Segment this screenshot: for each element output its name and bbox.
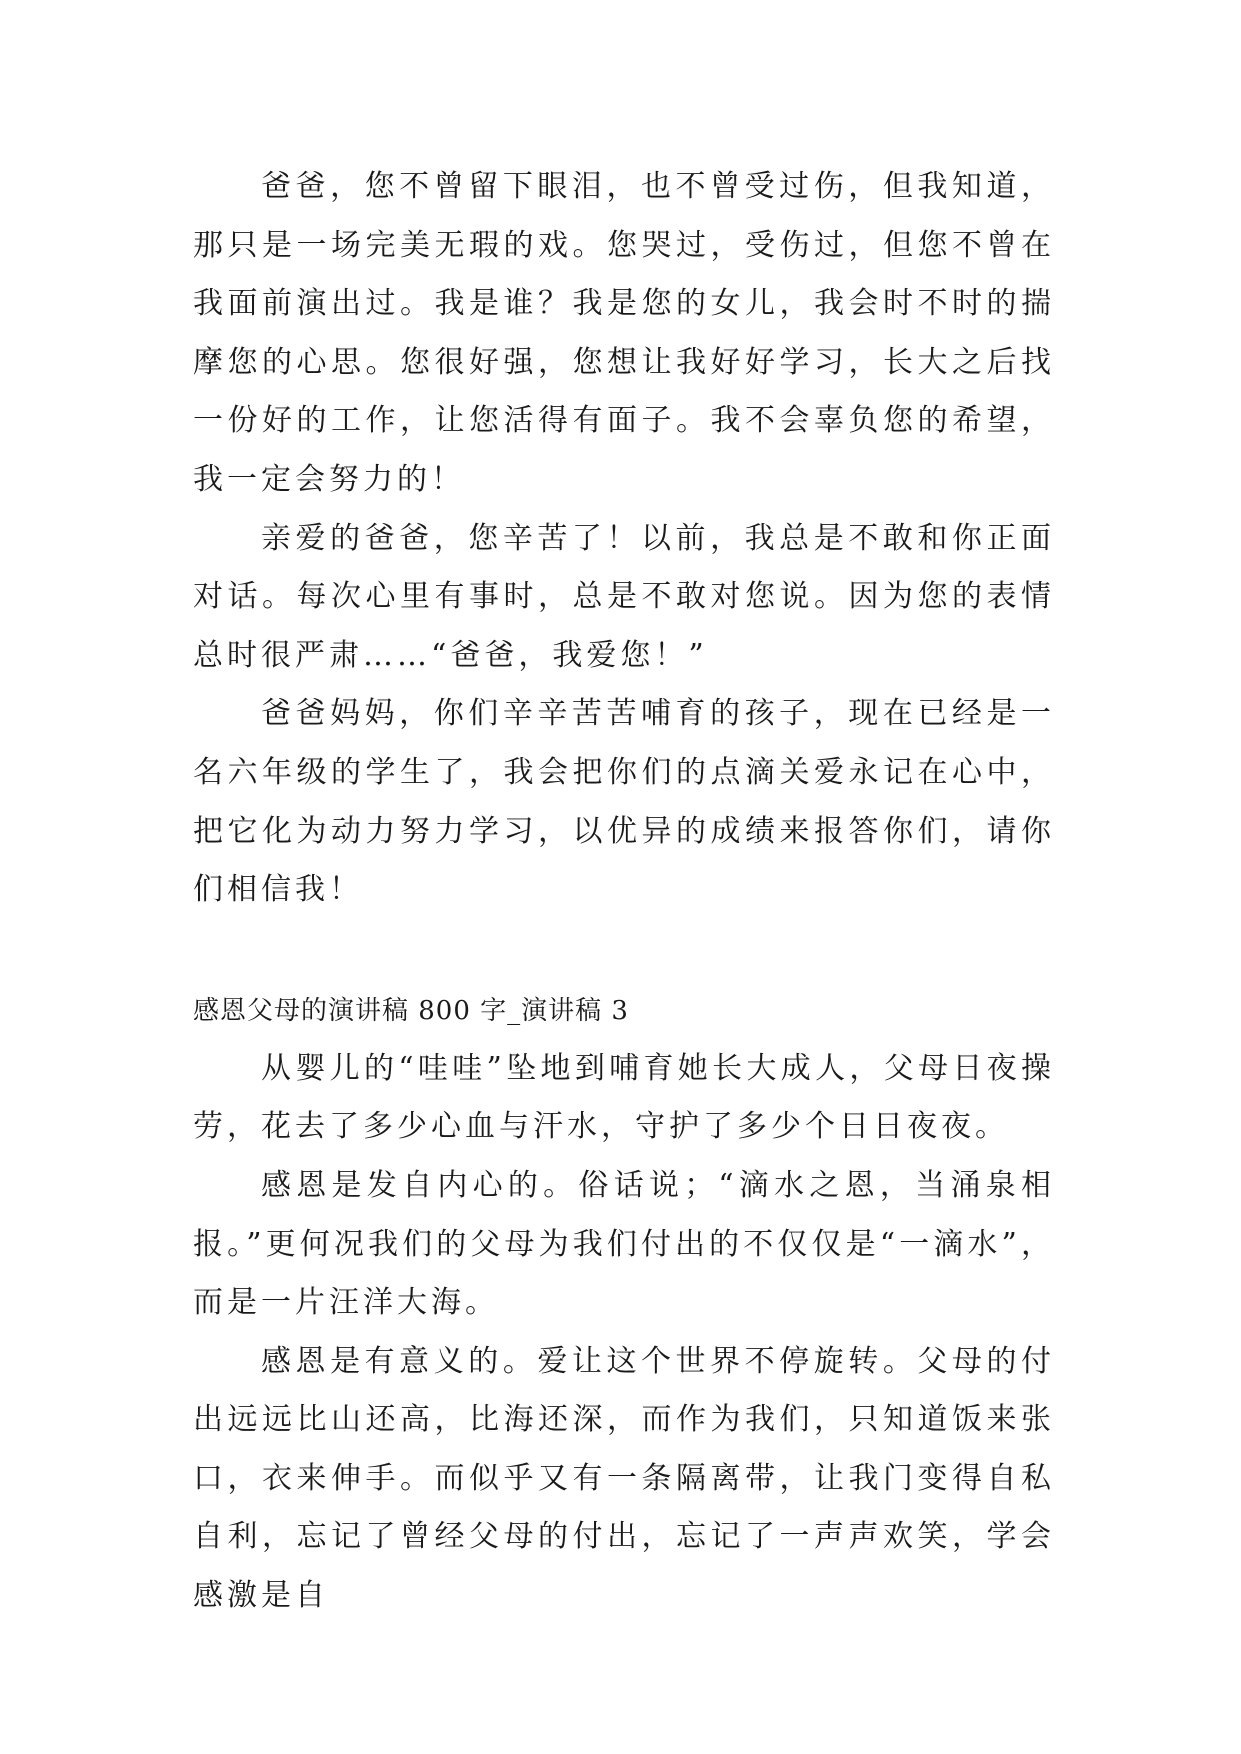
paragraph: 从婴儿的“哇哇”坠地到哺育她长大成人，父母日夜操劳，花去了多少心血与汗水，守护了多少个日日夜夜。 [193,1050,1055,1145]
paragraph: 爸爸，您不曾留下眼泪，也不曾受过伤，但我知道，那只是一场完美无瑕的戏。您哭过，受伤过，但您不曾在我面前演出过。我是谁？我是您的女儿，我会时不时的揣摩您的心思。您很好强，您想让我好好学习，长大之后找一份好的工作，让您活得有面子。我不会辜负您的希望，我一定会努力的！ [193,169,1055,497]
document-body [193,158,1055,1626]
paragraph: 感恩是有意义的。爱让这个世界不停旋转。父母的付出远远比山还高，比海还深，而作为我们，只知道饭来张口，衣来伸手。而似乎又有一条隔离带，让我门变得自私自利，忘记了曾经父母的付出，忘记了一声声欢笑，学会感激是自 [193,1343,1055,1614]
paragraph: 亲爱的爸爸，您辛苦了！以前，我总是不敢和你正面对话。每次心里有事时，总是不敢对您说。因为您的表情总时很严肃……“爸爸，我爱您！” [193,520,1055,673]
paragraph: 感恩是发自内心的。俗话说；“滴水之恩，当涌泉相报。”更何况我们的父母为我们付出的不仅仅是“一滴水”，而是一片汪洋大海。 [193,1167,1055,1321]
paragraph: 爸爸妈妈，你们辛辛苦苦哺育的孩子，现在已经是一名六年级的学生了，我会把你们的点滴关爱永记在心中，把它化为动力努力学习，以优异的成绩来报答你们，请你们相信我！ [193,696,1055,908]
section-title: 感恩父母的演讲稿 800 字_演讲稿 3 [193,995,629,1026]
